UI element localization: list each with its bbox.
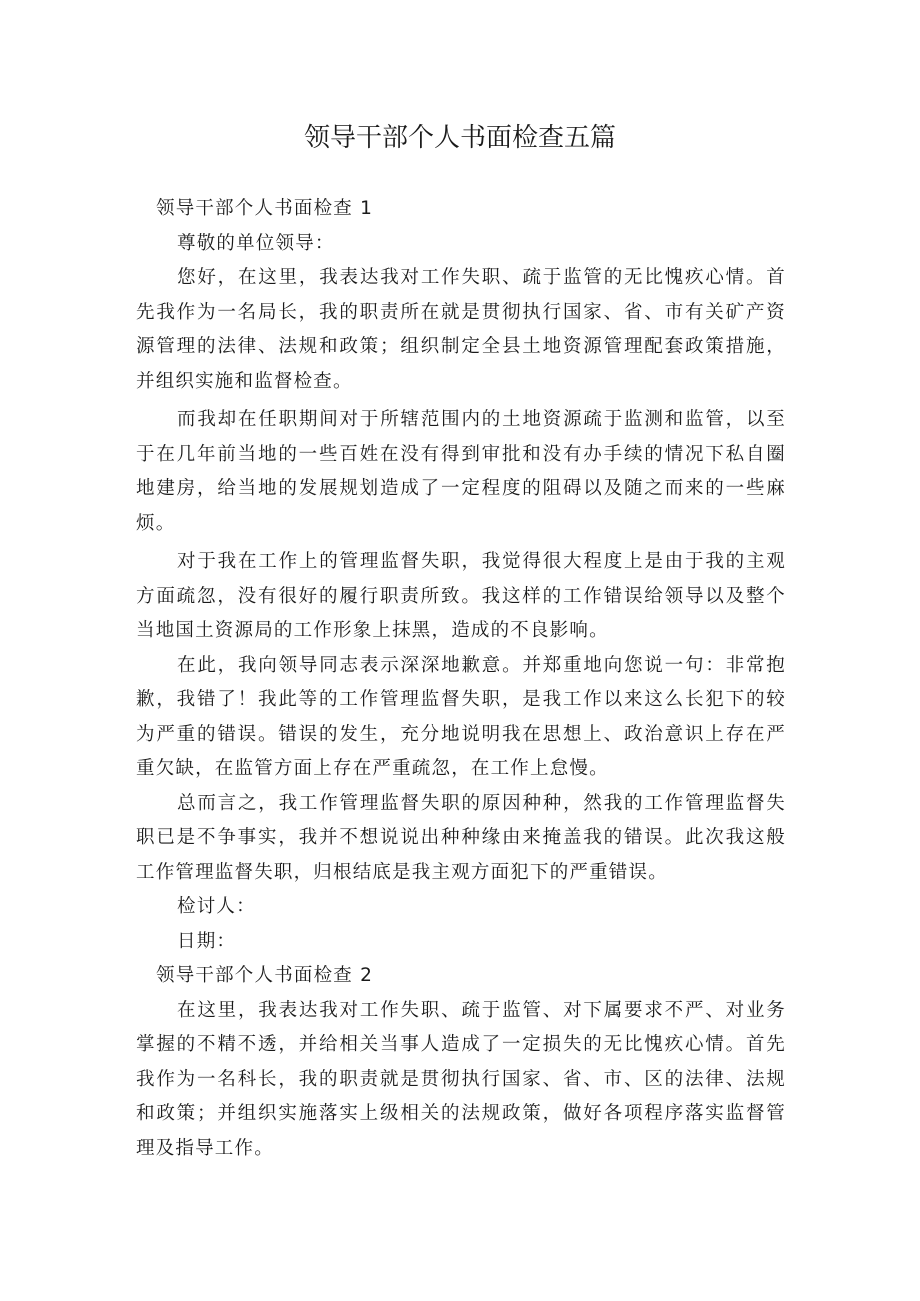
section-heading-2: 领导干部个人书面检查 2 <box>156 965 374 986</box>
salutation: 尊敬的单位领导： <box>177 232 335 254</box>
paragraph: 总而言之，我工作管理监督失职的原因种种，然我的工作管理监督失职已是不争事实，我并不想说说出种种缘由来掩盖我的错误。此次我这般工作管理监督失职，归根结底是我主观方面犯下的严重错误。 <box>136 792 786 883</box>
signer-label: 检讨人： <box>177 896 256 917</box>
document-title: 领导干部个人书面检查五篇 <box>303 123 616 153</box>
date-label: 日期： <box>177 930 237 952</box>
paragraph: 而我却在任职期间对于所辖范围内的土地资源疏于监测和监管，以至于在几年前当地的一些百姓在没有得到审批和没有办手续的情况下私自圈地建房，给当地的发展规划造成了一定程度的阻碍以及随之而来的一些麻烦。 <box>136 409 786 534</box>
paragraph: 对于我在工作上的管理监督失职，我觉得很大程度上是由于我的主观方面疏忽，没有很好的履行职责所致。我这样的工作错误给领导以及整个当地国土资源局的工作形象上抹黑，造成的不良影响。 <box>136 551 786 641</box>
section-heading-1: 领导干部个人书面检查 1 <box>156 198 374 219</box>
paragraph: 在这里，我表达我对工作失职、疏于监管、对下属要求不严、对业务掌握的不精不透，并给相关当事人造成了一定损失的无比愧疚心情。首先我作为一名科长，我的职责就是贯彻执行国家、省、市、区的法律、法规和政策；并组织实施落实上级相关的法规政策，做好各项程序落实监督管理及指导工作。 <box>136 999 786 1159</box>
paragraph: 在此，我向领导同志表示深深地歉意。并郑重地向您说一句：非常抱歉，我错了！我此等的工作管理监督失职，是我工作以来这么长犯下的较为严重的错误。错误的发生，充分地说明我在思想上、政治意识上存在严重欠缺，在监管方面上存在严重疏忽，在工作上怠慢。 <box>136 654 786 779</box>
document-body <box>136 192 786 1166</box>
paragraph: 您好，在这里，我表达我对工作失职、疏于监管的无比愧疚心情。首先我作为一名局长，我的职责所在就是贯彻执行国家、省、市有关矿产资源管理的法律、法规和政策；组织制定全县土地资源管理配套政策措施，并组织实施和监督检查。 <box>136 267 786 392</box>
